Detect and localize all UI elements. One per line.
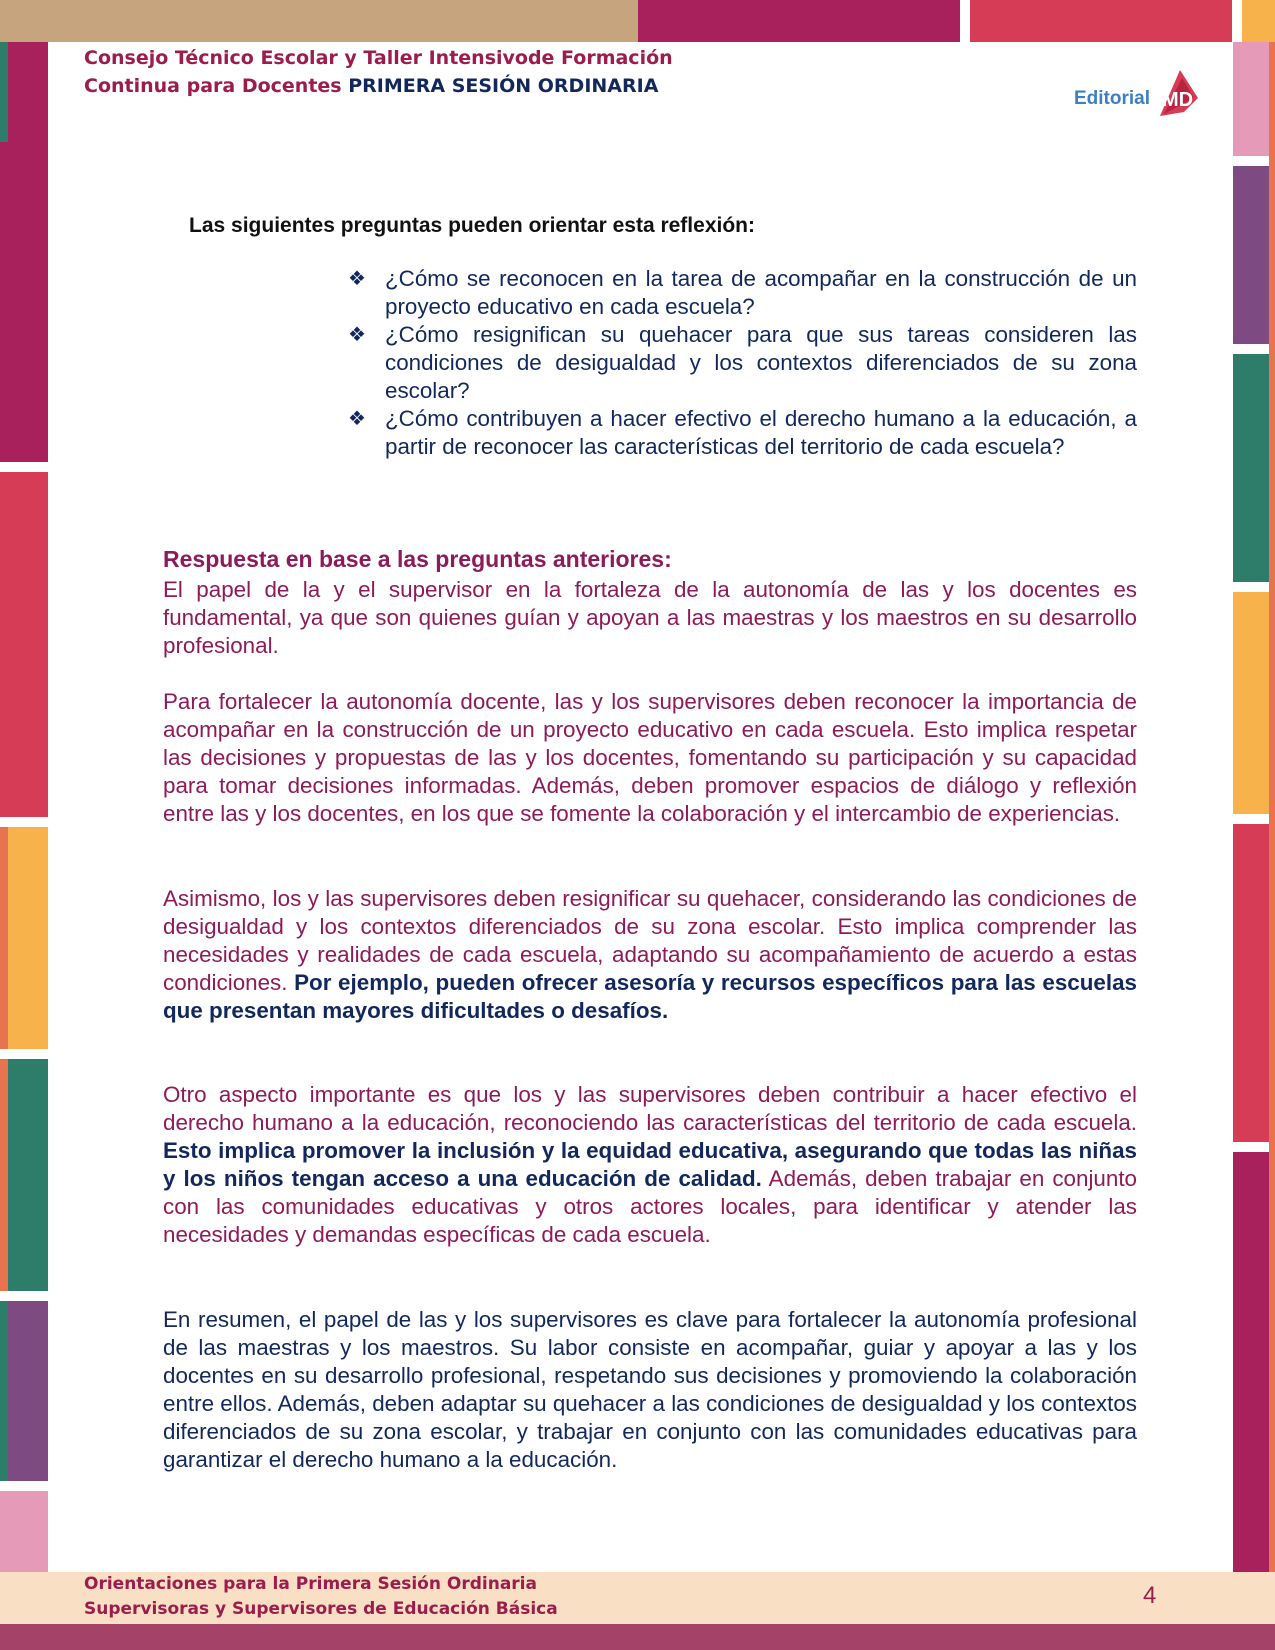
paragraph-3-emphasis: Por ejemplo, pueden ofrecer asesoría y recursos específicos para las escuelas que presentan mayores dificultades o desafíos. (163, 970, 1137, 1023)
paragraph-summary: En resumen, el papel de las y los supervisores es clave para fortalecer la autonomía profesional de las maestras y los maestros. Su labor consiste en acompañar, guiar y apoyar a las y los docentes en su desarrollo profesional, respetando sus decisiones y promoviendo la colaboración entre ellos. Además, deben adaptar su quehacer a las condiciones de desigualdad y los contextos diferenciados de su zona escolar, y trabajar en conjunto con las comunidades educativas para garantizar el derecho humano a la educación. (163, 1307, 1137, 1472)
answer-heading: Respuesta en base a las preguntas anteriores: (163, 546, 672, 572)
page-number: 4 (1143, 1582, 1157, 1609)
footer-line1: Orientaciones para la Primera Sesión Ordinaria (84, 1574, 537, 1594)
footer-strip (0, 1624, 1275, 1650)
paragraph-3 (163, 885, 1137, 1025)
question-text: ¿Cómo se reconocen en la tarea de acompañar en la construcción de un proyecto educativo en cada escuela? (385, 266, 1137, 319)
left-decorative-stripes (0, 42, 48, 1572)
header-title-line1: Consejo Técnico Escolar y Taller Intensivode Formación (84, 47, 673, 69)
document-header (84, 44, 673, 100)
diamond-bullet-icon: ❖ (348, 268, 366, 290)
logo-mark-text: MD (1162, 89, 1194, 111)
paragraph-4-text-end: Además, deben trabajar en conjunto con las comunidades educativas y otros actores locales, para identificar y atender las necesidades y demandas específicas de cada escuela. (163, 1166, 1138, 1247)
top-decorative-bar (0, 0, 1275, 42)
question-text: ¿Cómo resignifican su quehacer para que sus tareas consideren las condiciones de desigualdad y los contextos diferenciados de su zona escolar? (385, 322, 1137, 403)
questions-list (348, 265, 1137, 461)
footer-text (84, 1572, 558, 1622)
footer-line2: Supervisoras y Supervisores de Educación Básica (84, 1599, 558, 1619)
list-item (348, 265, 1137, 321)
editorial-md-logo (1074, 68, 1200, 120)
paragraph-2: Para fortalecer la autonomía docente, las y los supervisores deben reconocer la importancia de acompañar en la construcción de un proyecto educativo en cada escuela. Esto implica respetar las decisiones y propuestas de las y los docentes, fomentando su participación y su capacidad para tomar decisiones informadas. Además, deben promover espacios de diálogo y reflexión entre las y los docentes, en los que se fomente la colaboración y el intercambio de experiencias. (163, 689, 1137, 826)
list-item (348, 405, 1137, 461)
questions-intro: Las siguientes preguntas pueden orientar esta reflexión: (189, 214, 755, 237)
session-label: PRIMERA SESIÓN ORDINARIA (348, 75, 659, 97)
header-title-line2 (84, 72, 673, 100)
logo-mark-icon (1154, 68, 1200, 118)
paragraph-4-text: Otro aspecto importante es que los y las supervisores deben contribuir a hacer efectivo el derecho humano a la educación, reconociendo las características del territorio de cada escuela. (163, 1082, 1137, 1135)
diamond-bullet-icon: ❖ (348, 324, 366, 346)
header-subtitle: Continua para Docentes (84, 75, 349, 97)
question-text: ¿Cómo contribuyen a hacer efectivo el derecho humano a la educación, a partir de reconocer las características del territorio de cada escuela? (385, 406, 1137, 459)
paragraph-4 (163, 1081, 1137, 1249)
paragraph-4-emphasis: Esto implica promover la inclusión y la equidad educativa, asegurando que todas las niñas y los niños tengan acceso a una educación de calidad. (163, 1138, 1137, 1191)
right-decorative-stripes (1233, 0, 1275, 1580)
diamond-bullet-icon: ❖ (348, 408, 366, 430)
logo-text: Editorial (1074, 88, 1151, 109)
paragraph-3-text: Asimismo, los y las supervisores deben resignificar su quehacer, considerando las condiciones de desigualdad y los contextos diferenciados de su zona escolar. Esto implica comprender las necesidades y realidades de cada escuela, adaptando su acompañamiento de acuerdo a estas condiciones. (163, 886, 1137, 995)
paragraph-1: El papel de la y el supervisor en la fortaleza de la autonomía de las y los docentes es fundamental, ya que son quienes guían y apoyan a las maestras y los maestros en su desarrollo profesional. (163, 577, 1137, 658)
list-item (348, 321, 1137, 405)
